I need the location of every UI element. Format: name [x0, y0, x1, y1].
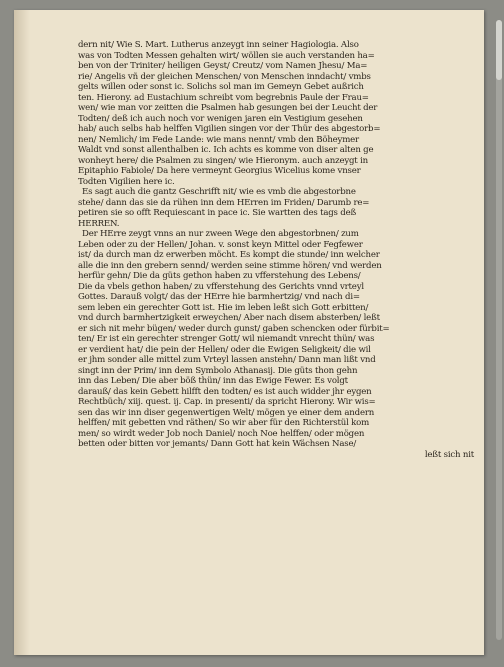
text-line: Waldt vnd sonst allenthalben ic. Ich achts es komme von diser alten ge	[78, 145, 374, 155]
paragraph-2	[78, 187, 478, 229]
text-line: wen/ wie man vor zeitten die Psalmen hab gesungen bei der Leucht der	[78, 103, 378, 113]
scrollbar-thumb[interactable]	[496, 20, 502, 80]
text-line: ten. Hierony. ad Eustachium schreibt vom begrebnis Paule der Frau=	[78, 92, 369, 103]
text-line: vnd durch barmhertzigkeit erweychen/ Aber nach disem absterben/ leßt	[78, 313, 380, 323]
text-line: inn das Leben/ Die aber böß thün/ inn das Ewige Fewer. Es volgt	[78, 376, 348, 386]
text-line: alle die inn den grebern sennd/ werden seine stimme hören/ vnd werden	[78, 260, 382, 271]
text-line: betten oder bitten vor jemants/ Dann Gott hat kein Wächsen Nase/	[78, 439, 357, 449]
text-line: Todten/ deß ich auch noch vor wenigen jaren ein Vestigium gesehen	[78, 113, 363, 124]
text-line: Todten Vigilien here ic.	[78, 176, 175, 187]
text-line: petiren sie so offt Requiescant in pace ic. Sie wartten des tags deß	[78, 208, 357, 218]
text-line: sem leben ein gerechter Gott ist. Hie im leben leßt sich Gott erbitten/	[78, 302, 369, 313]
text-line: nen/ Nemlich/ im Fede Lande: wie mans nennt/ vmb den Böheymer	[78, 134, 359, 145]
text-line: Es sagt auch die gantz Geschrifft nit/ wie es vmb die abgestorbne	[82, 187, 356, 197]
text-line: stehe/ dann das sie da rühen inn dem HErren im Friden/ Darumb re=	[78, 197, 370, 208]
text-line: Die da vbels gethon haben/ zu vfferstehung des Gerichts vnnd vrteyl	[78, 281, 364, 292]
text-line: was von Todten Messen gehalten wirt/ wöllen sie auch verstanden ha=	[78, 50, 375, 61]
text-line: Rechtbüch/ xiij. quest. ij. Cap. in presenti/ da spricht Hierony. Wir wis=	[78, 397, 376, 407]
text-line: helffen/ mit gebetten vnd räthen/ So wir aber für den Richterstül kom	[78, 418, 370, 428]
text-line: ist/ da durch man dz erwerben möcht. Es kompt die stunde/ inn welcher	[78, 250, 380, 260]
text-line: er verdient hat/ die pein der Hellen/ oder die Ewigen Seligkeit/ die wil	[78, 344, 371, 355]
text-line: HERREN.	[78, 218, 120, 229]
text-line: men/ so wirdt weder Job noch Daniel/ noch Noe helffen/ oder mögen	[78, 428, 365, 439]
text-line: er jhm sonder alle mittel zum Vrteyl lassen anstehn/ Dann man lißt vnd	[78, 355, 376, 365]
text-line: darauß/ das kein Gebett hilfft den todten/ es ist auch widder jhr eygen	[78, 386, 372, 397]
text-line: Der HErre zeygt vnns an nur zween Wege den abgestorbnen/ zum	[82, 229, 359, 239]
text-line: Leben oder zu der Hellen/ Johan. v. sonst keyn Mittel oder Fegfewer	[78, 239, 363, 250]
paragraph-3	[78, 229, 478, 450]
paragraph-1	[78, 40, 478, 187]
text-line: wonheyt here/ die Psalmen zu singen/ wie Hieronym. auch anzeygt in	[78, 155, 368, 166]
text-line: singt inn der Prim/ inn dem Symbolo Athanasij. Die güts thon gehn	[78, 365, 358, 376]
text-line: sen das wir inn diser gegenwertigen Welt/ mögen ye einer dem andern	[78, 407, 375, 418]
text-line: er sich nit mehr bügen/ weder durch gunst/ gaben schencken oder fürbit=	[78, 323, 390, 334]
text-line: Gottes. Darauß volgt/ das der HErre hie barmhertzig/ vnd nach di=	[78, 292, 360, 302]
book-page	[14, 10, 484, 655]
text-line: dern nit/ Wie S. Mart. Lutherus anzeygt inn seiner Hagiologia. Also	[78, 40, 359, 50]
text-line: ben von der Triniter/ heiligen Geyst/ Creutz/ vom Namen Jhesu/ Ma=	[78, 61, 368, 71]
text-line: gelts willen oder sonst ic. Solichs sol man im Gemeyn Gebet außrich	[78, 82, 364, 92]
catchword: leßt sich nit	[424, 449, 474, 460]
text-line: Epitaphio Fabiole/ Da here vermeynt Georgius Wicelius kome vnser	[78, 166, 361, 176]
page-text	[78, 40, 478, 460]
text-line: herfür gehn/ Die da güts gethon haben zu vfferstehung des Lebens/	[78, 271, 361, 281]
text-line: ten/ Er ist ein gerechter strenger Gott/ wil niemandt vnrecht thün/ was	[78, 334, 375, 344]
vertical-scrollbar[interactable]	[496, 20, 502, 640]
text-line: hab/ auch selbs hab helffen Vigilien singen vor der Thür des abgestorb=	[78, 124, 381, 134]
text-line: rie/ Angelis vñ der gleichen Menschen/ von Menschen inndacht/ vmbs	[78, 71, 371, 82]
